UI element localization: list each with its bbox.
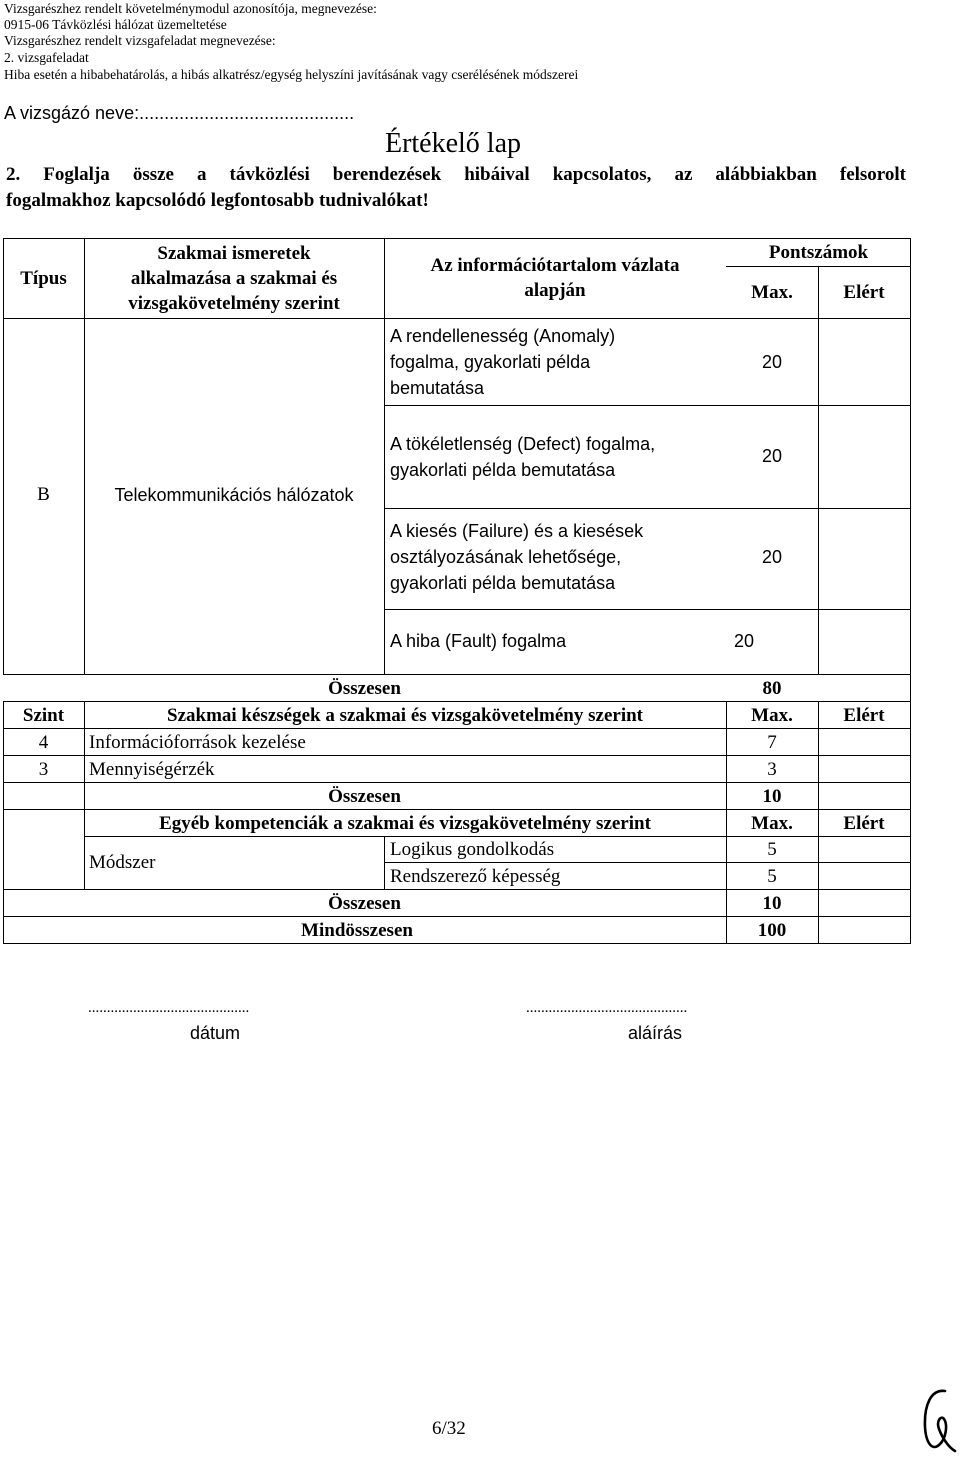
row4-text: A hiba (Fault) fogalma <box>390 631 567 651</box>
tipus-value: B <box>37 484 50 505</box>
skill2-max: 3 <box>767 759 777 780</box>
row2-text-line1: A tökéletlenség (Defect) fogalma, <box>390 434 656 454</box>
col-header-szakmai-line1: Szakmai ismeretek <box>157 243 311 264</box>
competence-group: Módszer <box>89 852 156 873</box>
grand-total-value: 100 <box>757 920 787 941</box>
row1-max: 20 <box>761 352 783 372</box>
signature-dots: ........................................... <box>526 1000 688 1016</box>
skill1-max: 7 <box>767 732 777 753</box>
col-header-max: Max. <box>751 282 793 303</box>
table3-total-label: Összesen <box>328 893 401 914</box>
header-task-name: Hiba esetén a hibabehatárolás, a hibás alkatrész/egység helyszíni javításának vagy cserélésének módszerei <box>4 67 579 82</box>
skill1-name: Információforrások kezelése <box>89 732 306 753</box>
row2-text-line2: gyakorlati példa bemutatása <box>390 460 616 480</box>
row3-text-line1: A kiesés (Failure) és a kiesések <box>390 521 644 541</box>
signature-label: aláírás <box>627 1023 683 1043</box>
table2-total-value: 10 <box>762 786 782 807</box>
table2-col-max: Max. <box>751 705 793 726</box>
page-title: Értékelő lap <box>384 128 522 159</box>
row2-max: 20 <box>761 446 783 466</box>
competence1-max: 5 <box>767 839 777 860</box>
header-module-name: 0915-06 Távközlési hálózat üzemeltetése <box>4 17 227 32</box>
page-number: 6/32 <box>432 1418 466 1439</box>
row4-max: 20 <box>734 631 755 651</box>
col-header-info-line1: Az információtartalom vázlata <box>430 255 680 276</box>
col-header-pontszamok: Pontszámok <box>768 242 869 263</box>
col-header-szakmai-line3: vizsgakövetelmény szerint <box>128 293 340 314</box>
row3-max: 20 <box>761 547 783 567</box>
col-header-elert: Elért <box>843 282 885 303</box>
competence2-max: 5 <box>767 866 777 887</box>
row1-text-line2: fogalma, gyakorlati példa <box>390 352 591 372</box>
table2-col-elert: Elért <box>843 705 885 726</box>
skill1-szint: 4 <box>38 732 49 753</box>
table3-title: Egyéb kompetenciák a szakmai és vizsgakövetelmény szerint <box>159 813 651 834</box>
row1-text-line1: A rendellenesség (Anomaly) <box>390 326 616 346</box>
task-text-line1: 2. Foglalja össze a távközlési berendezések hibáival kapcsolatos, az alábbiakban felsorolt <box>6 164 906 185</box>
row1-text-line3: bemutatása <box>390 378 485 398</box>
row3-text-line2: osztályozásának lehetősége, <box>390 547 622 567</box>
row3-text-line3: gyakorlati példa bemutatása <box>390 573 616 593</box>
col-header-szint: Szint <box>22 705 65 726</box>
col-header-tipus: Típus <box>20 268 67 289</box>
header-module-label: Vizsgarészhez rendelt követelménymodul azonosítója, megnevezése: <box>4 1 377 16</box>
competence1-name: Logikus gondolkodás <box>390 839 555 860</box>
table3-col-elert: Elért <box>843 813 885 834</box>
table3-col-max: Max. <box>751 813 793 834</box>
candidate-name-field: A vizsgázó neve:........................................... <box>4 103 355 123</box>
date-label: dátum <box>189 1023 241 1043</box>
table1-total-label: Összesen <box>328 678 401 699</box>
competence2-name: Rendszerező képesség <box>390 866 561 887</box>
task-text-line2: fogalmakhoz kapcsolódó legfontosabb tudnivalókat! <box>6 190 429 211</box>
skill2-name: Mennyiségérzék <box>89 759 215 780</box>
szakmai-value: Telekommunikációs hálózatok <box>114 485 354 505</box>
grand-total-label: Mindösszesen <box>301 920 413 941</box>
skill2-szint: 3 <box>38 759 49 780</box>
header-task-label: Vizsgarészhez rendelt vizsgafeladat megnevezése: <box>4 33 276 48</box>
table2-title: Szakmai készségek a szakmai és vizsgakövetelmény szerint <box>167 705 643 726</box>
table1-total-value: 80 <box>762 678 782 699</box>
col-header-szakmai-line2: alkalmazása a szakmai és <box>130 268 338 289</box>
col-header-info-line2: alapján <box>524 280 586 301</box>
table2-total-label: Összesen <box>328 786 401 807</box>
date-dots: ........................................... <box>88 1000 250 1016</box>
table3-total-value: 10 <box>762 893 782 914</box>
header-task-number: 2. vizsgafeladat <box>4 50 89 65</box>
handwritten-mark <box>915 1385 957 1457</box>
